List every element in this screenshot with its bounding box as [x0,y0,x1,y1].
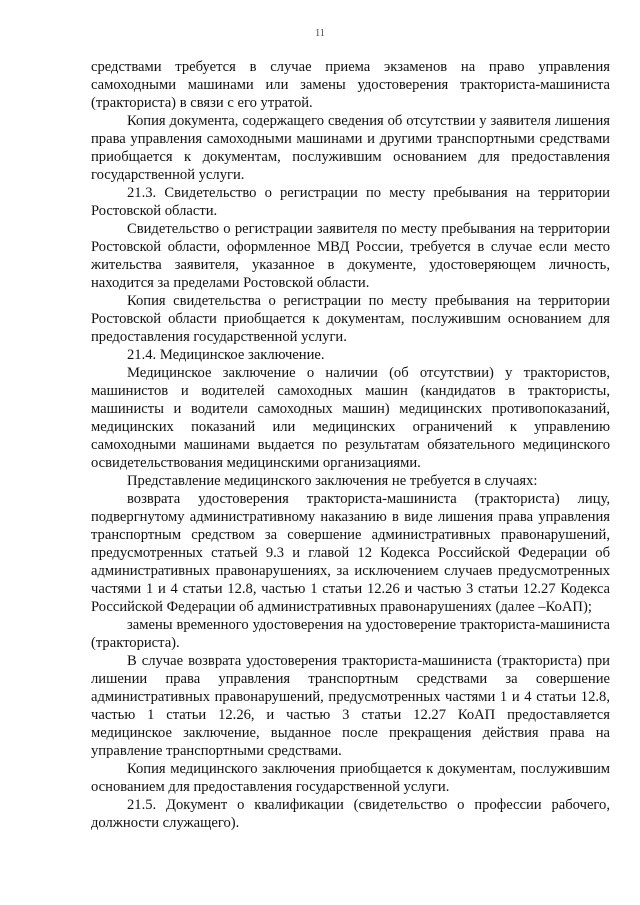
paragraph-registration-copy: Копия свидетельства о регистрации по месту пребывания на территории Ростовской области приобщается к документам, послужившим основанием для предоставления государственной услуги. [91,293,610,345]
section-heading-21-4: 21.4. Медицинское заключение. [127,347,325,363]
paragraph-registration-certificate: Свидетельство о регистрации заявителя по месту пребывания на территории Ростовской области, оформленное МВД России, требуется в случае если место жительства заявителя, указанное в документе, удостоверяющем личность, находится за пределами Ростовской области. [91,221,610,291]
paragraph-continuation: средствами требуется в случае приема экзаменов на право управления самоходными машинами или замены удостоверения тракториста-машиниста (тракториста) в связи с его утратой. [91,59,610,111]
section-heading-21-3: 21.3. Свидетельство о регистрации по месту пребывания на территории Ростовской области. [91,185,610,219]
paragraph-copy-document: Копия документа, содержащего сведения об отсутствии у заявителя лишения права управления самоходными машинами и другими транспортными средствами приобщается к документам, послужившим основанием для предоставления государственной услуги. [91,113,610,183]
paragraph-case-return-license: возврата удостоверения тракториста-машиниста (тракториста) лицу, подвергнутому административному наказанию в виде лишения права управления транспортным средством за совершение административных правонарушений, предусмотренных статьей 9.3 и главой 12 Кодекса Российской Федерации об административных правонарушениях, за исключением случаев предусмотренных частями 1 и 4 статьи 12.8, частью 1 статьи 12.26 и частью 3 статьи 12.27 Кодекса Российской Федерации об административных правонарушениях (далее –КоАП); [91,491,610,615]
page-number: 11 [315,28,325,39]
section-heading-21-5: 21.5. Документ о квалификации (свидетельство о профессии рабочего, должности служащего). [91,797,610,831]
document-body [91,58,610,832]
paragraph-case-replace-temporary: замены временного удостоверения на удостоверение тракториста-машиниста (тракториста). [91,617,610,651]
paragraph-not-required-cases: Представление медицинского заключения не требуется в случаях: [127,473,538,489]
paragraph-medical-conclusion: Медицинское заключение о наличии (об отсутствии) у трактористов, машинистов и водителей самоходных машин (кандидатов в трактористы, машинисты и водители самоходных машин) медицинских противопоказаний, медицинских показаний или медицинских ограничений к управлению самоходными машинами выдается по результатам обязательного медицинского освидетельствования медицинскими организациями. [91,365,610,471]
paragraph-return-with-medical: В случае возврата удостоверения тракториста-машиниста (тракториста) при лишении права управления транспортным средствами за совершение административных правонарушений, предусмотренных частями 1 и 4 статьи 12.8, частью 1 статьи 12.26, и частью 3 статьи 12.27 КоАП предоставляется медицинское заключение, выданное после прекращения действия права на управление транспортными средствами. [91,653,610,759]
paragraph-medical-copy: Копия медицинского заключения приобщается к документам, послужившим основанием для предоставления государственной услуги. [91,761,610,795]
